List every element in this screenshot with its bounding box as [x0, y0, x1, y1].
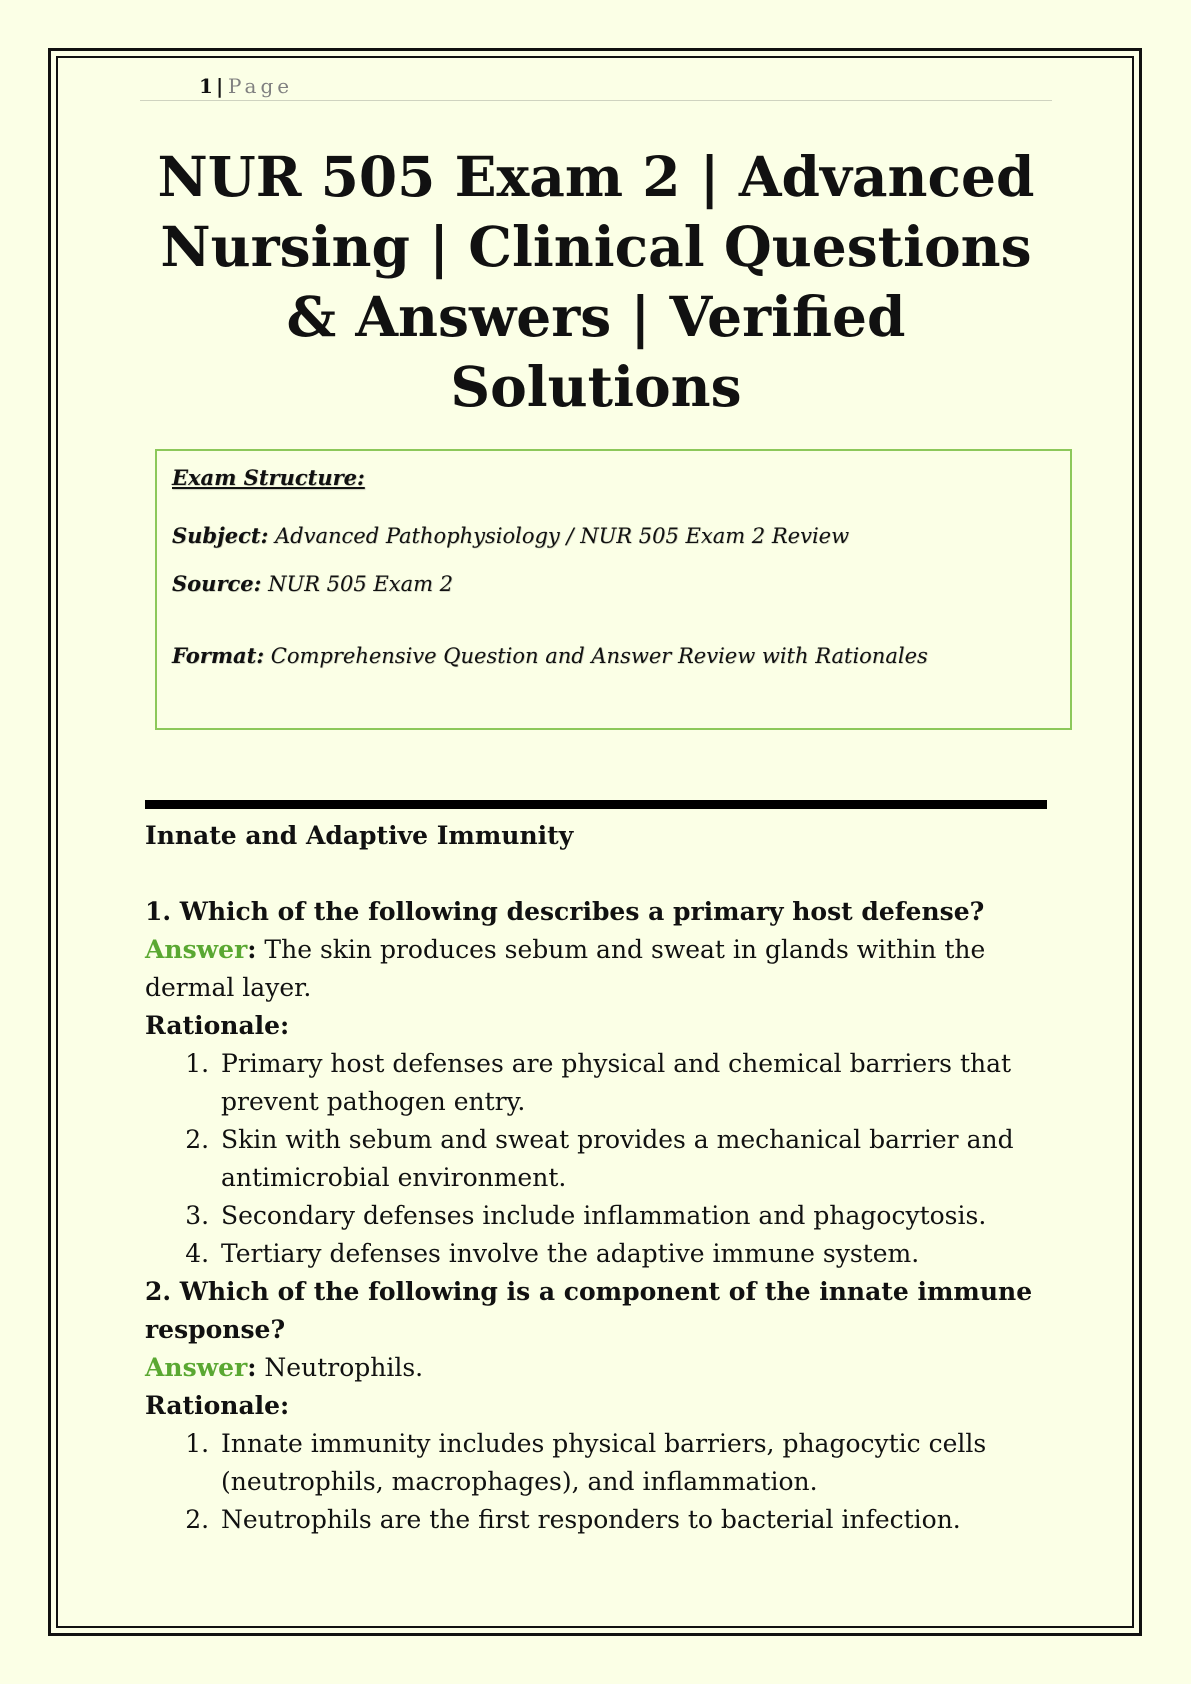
exam-structure-format [172, 643, 928, 668]
subject-label: Subject: [172, 523, 269, 548]
rationale-list [145, 1045, 1055, 1273]
document-title: NUR 505 Exam 2 | Advanced Nursing | Clinical Questions & Answers | Verified Solutions [157, 144, 1035, 419]
rationale-item: 2. Neutrophils are the first responders to bacterial infection. [217, 1501, 1055, 1539]
source-value: NUR 505 Exam 2 [261, 572, 454, 596]
page-word: Page [228, 74, 294, 98]
section-divider [145, 800, 1047, 809]
format-label: Format: [172, 643, 265, 668]
rationale-item: 1. Primary host defenses are physical and chemical barriers that prevent pathogen entry. [217, 1045, 1055, 1121]
answer-label: Answer [145, 1353, 248, 1382]
question-text: 1. Which of the following describes a primary host defense? [145, 897, 985, 926]
page-separator: | [216, 74, 224, 98]
page-header [140, 72, 1052, 101]
rationale-item: 1. Innate immunity includes physical barriers, phagocytic cells (neutrophils, macrophages), and inflammation. [217, 1425, 1055, 1501]
question-block-2 [145, 1273, 1055, 1539]
section-title: Innate and Adaptive Immunity [145, 821, 574, 850]
question-text: 2. Which of the following is a component of the innate immune response? [145, 1277, 1033, 1344]
answer-line [145, 1349, 1055, 1387]
source-label: Source: [172, 571, 262, 596]
question-block-1 [145, 893, 1055, 1273]
page-number: 1 [199, 74, 213, 98]
rationale-item: 4. Tertiary defenses involve the adaptive immune system. [217, 1235, 1055, 1273]
rationale-item: 3. Secondary defenses include inflammation and phagocytosis. [217, 1197, 1055, 1235]
rationale-label: Rationale: [145, 1011, 290, 1040]
format-value: Comprehensive Question and Answer Review with Rationales [264, 644, 928, 668]
answer-label: Answer [145, 935, 248, 964]
exam-structure-box [155, 449, 1072, 730]
subject-value: Advanced Pathophysiology / NUR 505 Exam 2 Review [268, 524, 850, 548]
main-content [145, 817, 1055, 1539]
answer-colon: : [247, 935, 257, 964]
exam-structure-heading: Exam Structure: [172, 465, 365, 490]
exam-structure-subject [172, 523, 849, 548]
answer-colon: : [247, 1353, 257, 1382]
answer-text: Neutrophils. [256, 1353, 424, 1382]
answer-line [145, 931, 1055, 1007]
rationale-label: Rationale: [145, 1391, 290, 1420]
rationale-list [145, 1425, 1055, 1539]
answer-text: The skin produces sebum and sweat in glands within the dermal layer. [145, 935, 986, 1002]
rationale-item: 2. Skin with sebum and sweat provides a mechanical barrier and antimicrobial environment. [217, 1121, 1055, 1197]
exam-structure-source [172, 571, 453, 596]
